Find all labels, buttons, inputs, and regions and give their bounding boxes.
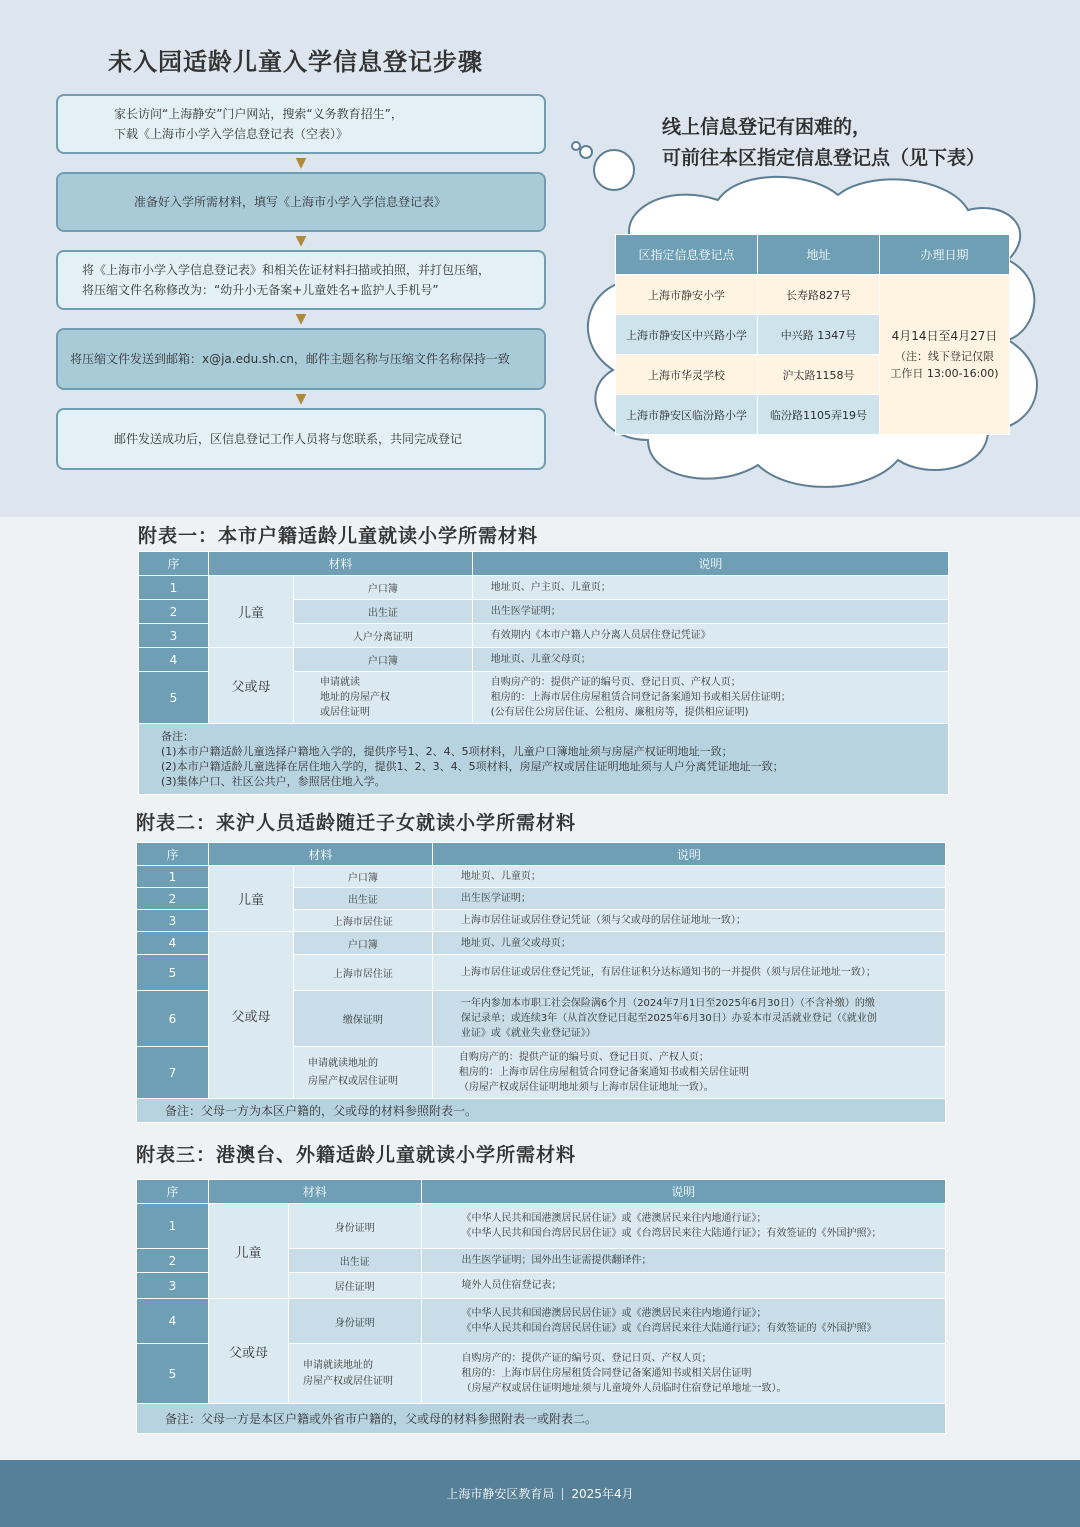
site-name: 上海市静安小学: [616, 275, 758, 315]
row-no: 3: [137, 1273, 209, 1299]
row-no: 4: [137, 932, 209, 955]
material-line: 申请就读地址的: [308, 1057, 378, 1069]
sites-header-address: 地址: [758, 235, 880, 275]
row-no: 3: [139, 624, 209, 648]
row-no: 2: [137, 888, 209, 910]
row-no: 1: [137, 866, 209, 888]
registration-sites-table: [615, 234, 1010, 435]
step-3-line-1: 将《上海市小学入学信息登记表》和相关佐证材料扫描或拍照，并打包压缩，: [82, 263, 491, 277]
desc-line: 《中华人民共和国港澳居民居住证》或《港澳居民来往内地通行证》；: [461, 1308, 767, 1319]
footer-separator: [562, 1488, 563, 1500]
row-desc: [421, 1204, 945, 1249]
sites-header-row: [616, 235, 1010, 275]
row-material: 上海市居住证: [294, 910, 433, 932]
site-address: 长寿路827号: [758, 275, 880, 315]
row-material: 户口簿: [294, 932, 433, 955]
row-desc: 地址页、户主页、儿童页；: [472, 576, 948, 600]
table-row: [137, 1204, 946, 1249]
table-row: [139, 648, 949, 672]
row-desc: 境外人员住宿登记表；: [421, 1273, 945, 1299]
step-1: [56, 94, 546, 154]
top-section: [0, 0, 1080, 517]
site-name: 上海市静安区中兴路小学: [616, 315, 758, 355]
table-header-row: [137, 1180, 946, 1204]
cloud-line-1: 线上信息登记有困难的，: [662, 116, 872, 138]
footer-date: 2025年4月: [571, 1487, 634, 1501]
desc-line: （房屋产权或居住证明地址须与儿童境外人员临时住宿登记单地址一致）。: [461, 1383, 787, 1394]
table-3: [136, 1179, 946, 1434]
row-material: 户口簿: [294, 648, 473, 672]
row-no: 2: [137, 1249, 209, 1273]
steps-flow: [56, 94, 546, 470]
header-material: 材料: [209, 552, 473, 576]
row-no: 6: [137, 991, 209, 1047]
table-2-title: 附表二：来沪人员适龄随迁子女就读小学所需材料: [136, 812, 577, 834]
header-no: 序: [137, 843, 209, 866]
sites-date-cell: [880, 275, 1010, 435]
desc-line: 保记录单；或连续3年（从首次登记日起至2025年6月30日）办妥本市灵活就业登记（《就业创: [460, 1013, 877, 1024]
step-1-line-1: 家长访问“上海静安”门户网站，搜索“义务教育招生”，: [114, 107, 403, 121]
desc-line: 租房的：上海市居住房屋租赁合同登记备案通知书或相关居住证明: [458, 1067, 749, 1078]
date-note-2: 工作日 13:00-16:00): [890, 366, 999, 380]
table-note-row: [139, 724, 949, 795]
row-material: 缴保证明: [294, 991, 433, 1047]
header-material: 材料: [209, 1180, 422, 1204]
row-no: 7: [137, 1047, 209, 1099]
table-note: 备注：父母一方是本区户籍或外省市户籍的，父或母的材料参照附表一或附表二。: [137, 1404, 946, 1434]
table-row: [137, 866, 946, 888]
group-label: 儿童: [209, 576, 294, 648]
sites-header-date: 办理日期: [880, 235, 1010, 275]
row-material: 身份证明: [289, 1204, 422, 1249]
desc-line: 《中华人民共和国港澳居民居住证》或《港澳居民来往内地通行证》；: [461, 1213, 767, 1224]
group-label: 儿童: [209, 1204, 289, 1299]
row-no: 4: [137, 1299, 209, 1344]
sites-row: [616, 275, 1010, 315]
table-3-title: 附表三：港澳台、外籍适龄儿童就读小学所需材料: [136, 1144, 577, 1166]
cloud-line-2: 可前往本区指定信息登记点（见下表）: [662, 147, 986, 169]
material-line: 或居住证明: [320, 707, 370, 718]
step-3: [56, 250, 546, 310]
row-no: 1: [137, 1204, 209, 1249]
desc-line: 一年内参加本市职工社会保险满6个月（2024年7月1日至2025年6月30日）（不含补缴）的缴: [460, 998, 875, 1009]
table-header-row: [139, 552, 949, 576]
table-header-row: [137, 843, 946, 866]
row-material: 户口簿: [294, 866, 433, 888]
site-address: 临汾路1105弄19号: [758, 395, 880, 435]
step-5-line-1: 邮件发送成功后，区信息登记工作人员将与您联系，共同完成登记: [114, 432, 463, 446]
row-no: 5: [137, 1344, 209, 1404]
material-line: 房屋产权或居住证明: [308, 1075, 398, 1087]
row-material: 户口簿: [294, 576, 473, 600]
row-material: 出生证: [294, 888, 433, 910]
note-line: (1)本市户籍适龄儿童选择户籍地入学的，提供序号1、2、4、5项材料，儿童户口簿地址须与房屋产权证明地址一致；: [161, 745, 733, 758]
material-line: 地址的房屋产权: [320, 692, 390, 703]
row-desc: 出生医学证明；: [472, 600, 948, 624]
material-line: 房屋产权或居住证明: [303, 1375, 393, 1387]
step-5: [56, 408, 546, 470]
table-note-row: [137, 1404, 946, 1434]
row-desc: 出生医学证明；: [432, 888, 945, 910]
note-line: (3)集体户口、社区公共户，参照居住地入学。: [161, 775, 386, 788]
down-arrow-icon: ▼: [295, 311, 307, 327]
cloud-text: [662, 112, 985, 174]
site-name: 上海市华灵学校: [616, 355, 758, 395]
footer: [0, 1460, 1080, 1527]
row-desc: 地址页、儿童父或母页；: [432, 932, 945, 955]
step-4: [56, 328, 546, 390]
row-material: 居住证明: [289, 1273, 422, 1299]
desc-line: 《中华人民共和国台湾居民居住证》或《台湾居民来往大陆通行证》；有效签证的《外国护照》: [461, 1323, 877, 1334]
row-material: 出生证: [289, 1249, 422, 1273]
step-3-line-2: 将压缩文件名称修改为：“幼升小无备案+儿童姓名+监护人手机号”: [82, 283, 439, 297]
table-row: [139, 576, 949, 600]
row-desc: [432, 991, 945, 1047]
material-line: 申请就读: [320, 677, 360, 688]
row-desc: 地址页、儿童父母页；: [472, 648, 948, 672]
header-desc: 说明: [432, 843, 945, 866]
site-address: 中兴路 1347号: [758, 315, 880, 355]
date-range: 4月14日至4月27日: [891, 328, 998, 343]
row-material: [294, 1047, 433, 1099]
table-1-title: 附表一：本市户籍适龄儿童就读小学所需材料: [138, 525, 539, 547]
down-arrow-icon: ▼: [295, 155, 307, 171]
header-no: 序: [137, 1180, 209, 1204]
row-desc: [432, 1047, 945, 1099]
table-2: [136, 842, 946, 1123]
row-material: 上海市居住证: [294, 955, 433, 991]
row-desc: 有效期内《本市户籍人户分离人员居住登记凭证》: [472, 624, 948, 648]
desc-line: 业证》或《就业失业登记证》）: [460, 1028, 596, 1039]
down-arrow-icon: ▼: [295, 391, 307, 407]
table-note: 备注：父母一方为本区户籍的，父或母的材料参照附表一。: [137, 1099, 946, 1123]
header-no: 序: [139, 552, 209, 576]
row-no: 3: [137, 910, 209, 932]
table-note: [139, 724, 949, 795]
desc-line: 自购房产的：提供产证的编号页、登记日页、产权人页；: [458, 1052, 709, 1063]
row-material: [294, 672, 473, 724]
row-material: 出生证: [294, 600, 473, 624]
group-label: 儿童: [209, 866, 294, 932]
row-material: [289, 1344, 422, 1404]
date-note-1: （注：线下登记仅限: [895, 349, 994, 363]
row-desc: 上海市居住证或居住登记凭证（须与父或母的居住证地址一致）；: [432, 910, 945, 932]
header-desc: 说明: [421, 1180, 945, 1204]
sites-header-name: 区指定信息登记点: [616, 235, 758, 275]
step-2: [56, 172, 546, 232]
row-desc: [421, 1344, 945, 1404]
header-material: 材料: [209, 843, 433, 866]
material-line: 申请就读地址的: [303, 1359, 373, 1371]
row-no: 4: [139, 648, 209, 672]
footer-org: 上海市静安区教育局: [446, 1487, 555, 1501]
desc-line: 自购房产的：提供产证的编号页、登记日页、产权人页；: [490, 677, 741, 688]
desc-line: 租房的：上海市居住房屋租赁合同登记备案通知书或相关居住证明；: [490, 692, 791, 703]
row-desc: 上海市居住证或居住登记凭证，有居住证积分达标通知书的一并提供（须与居住证地址一致）；: [432, 955, 945, 991]
step-1-line-2: 下载《上海市小学入学信息登记表（空表）》: [114, 127, 349, 141]
row-desc: [472, 672, 948, 724]
site-name: 上海市静安区临汾路小学: [616, 395, 758, 435]
page-title: 未入园适龄儿童入学信息登记步骤: [108, 48, 483, 76]
row-no: 2: [139, 600, 209, 624]
note-line: 备注：: [161, 730, 194, 743]
table-note-row: [137, 1099, 946, 1123]
row-material: 身份证明: [289, 1299, 422, 1344]
row-desc: 地址页、儿童页；: [432, 866, 945, 888]
row-no: 5: [137, 955, 209, 991]
group-label: 父或母: [209, 648, 294, 724]
desc-line: 《中华人民共和国台湾居民居住证》或《台湾居民来往大陆通行证》；有效签证的《外国护照》；: [461, 1228, 882, 1239]
group-label: 父或母: [209, 1299, 289, 1404]
down-arrow-icon: ▼: [295, 233, 307, 249]
desc-line: （房屋产权或居住证明地址须与上海市居住证地址一致）。: [458, 1082, 714, 1093]
row-desc: [421, 1299, 945, 1344]
table-row: [137, 1299, 946, 1344]
note-line: (2)本市户籍适龄儿童选择在居住地入学的，提供1、2、3、4、5项材料，房屋产权或居住证明地址须与人户分离凭证地址一致；: [161, 760, 784, 773]
site-address: 沪太路1158号: [758, 355, 880, 395]
table-row: [137, 932, 946, 955]
desc-line: (公有居住公房居住证、公租房、廉租房等，提供相应证明): [490, 707, 749, 718]
row-desc: 出生医学证明；国外出生证需提供翻译件；: [421, 1249, 945, 1273]
desc-line: 自购房产的：提供产证的编号页、登记日页、产权人页；: [461, 1353, 712, 1364]
desc-line: 租房的：上海市居住房屋租赁合同登记备案通知书或相关居住证明: [461, 1368, 752, 1379]
group-label: 父或母: [209, 932, 294, 1099]
header-desc: 说明: [472, 552, 948, 576]
row-no: 5: [139, 672, 209, 724]
step-4-line-1: 将压缩文件发送到邮箱：x@ja.edu.sh.cn，邮件主题名称与压缩文件名称保持一致: [70, 352, 510, 366]
step-2-line-1: 准备好入学所需材料，填写《上海市小学入学信息登记表》: [134, 195, 447, 209]
table-1: [138, 551, 949, 795]
row-material: 人户分离证明: [294, 624, 473, 648]
row-no: 1: [139, 576, 209, 600]
